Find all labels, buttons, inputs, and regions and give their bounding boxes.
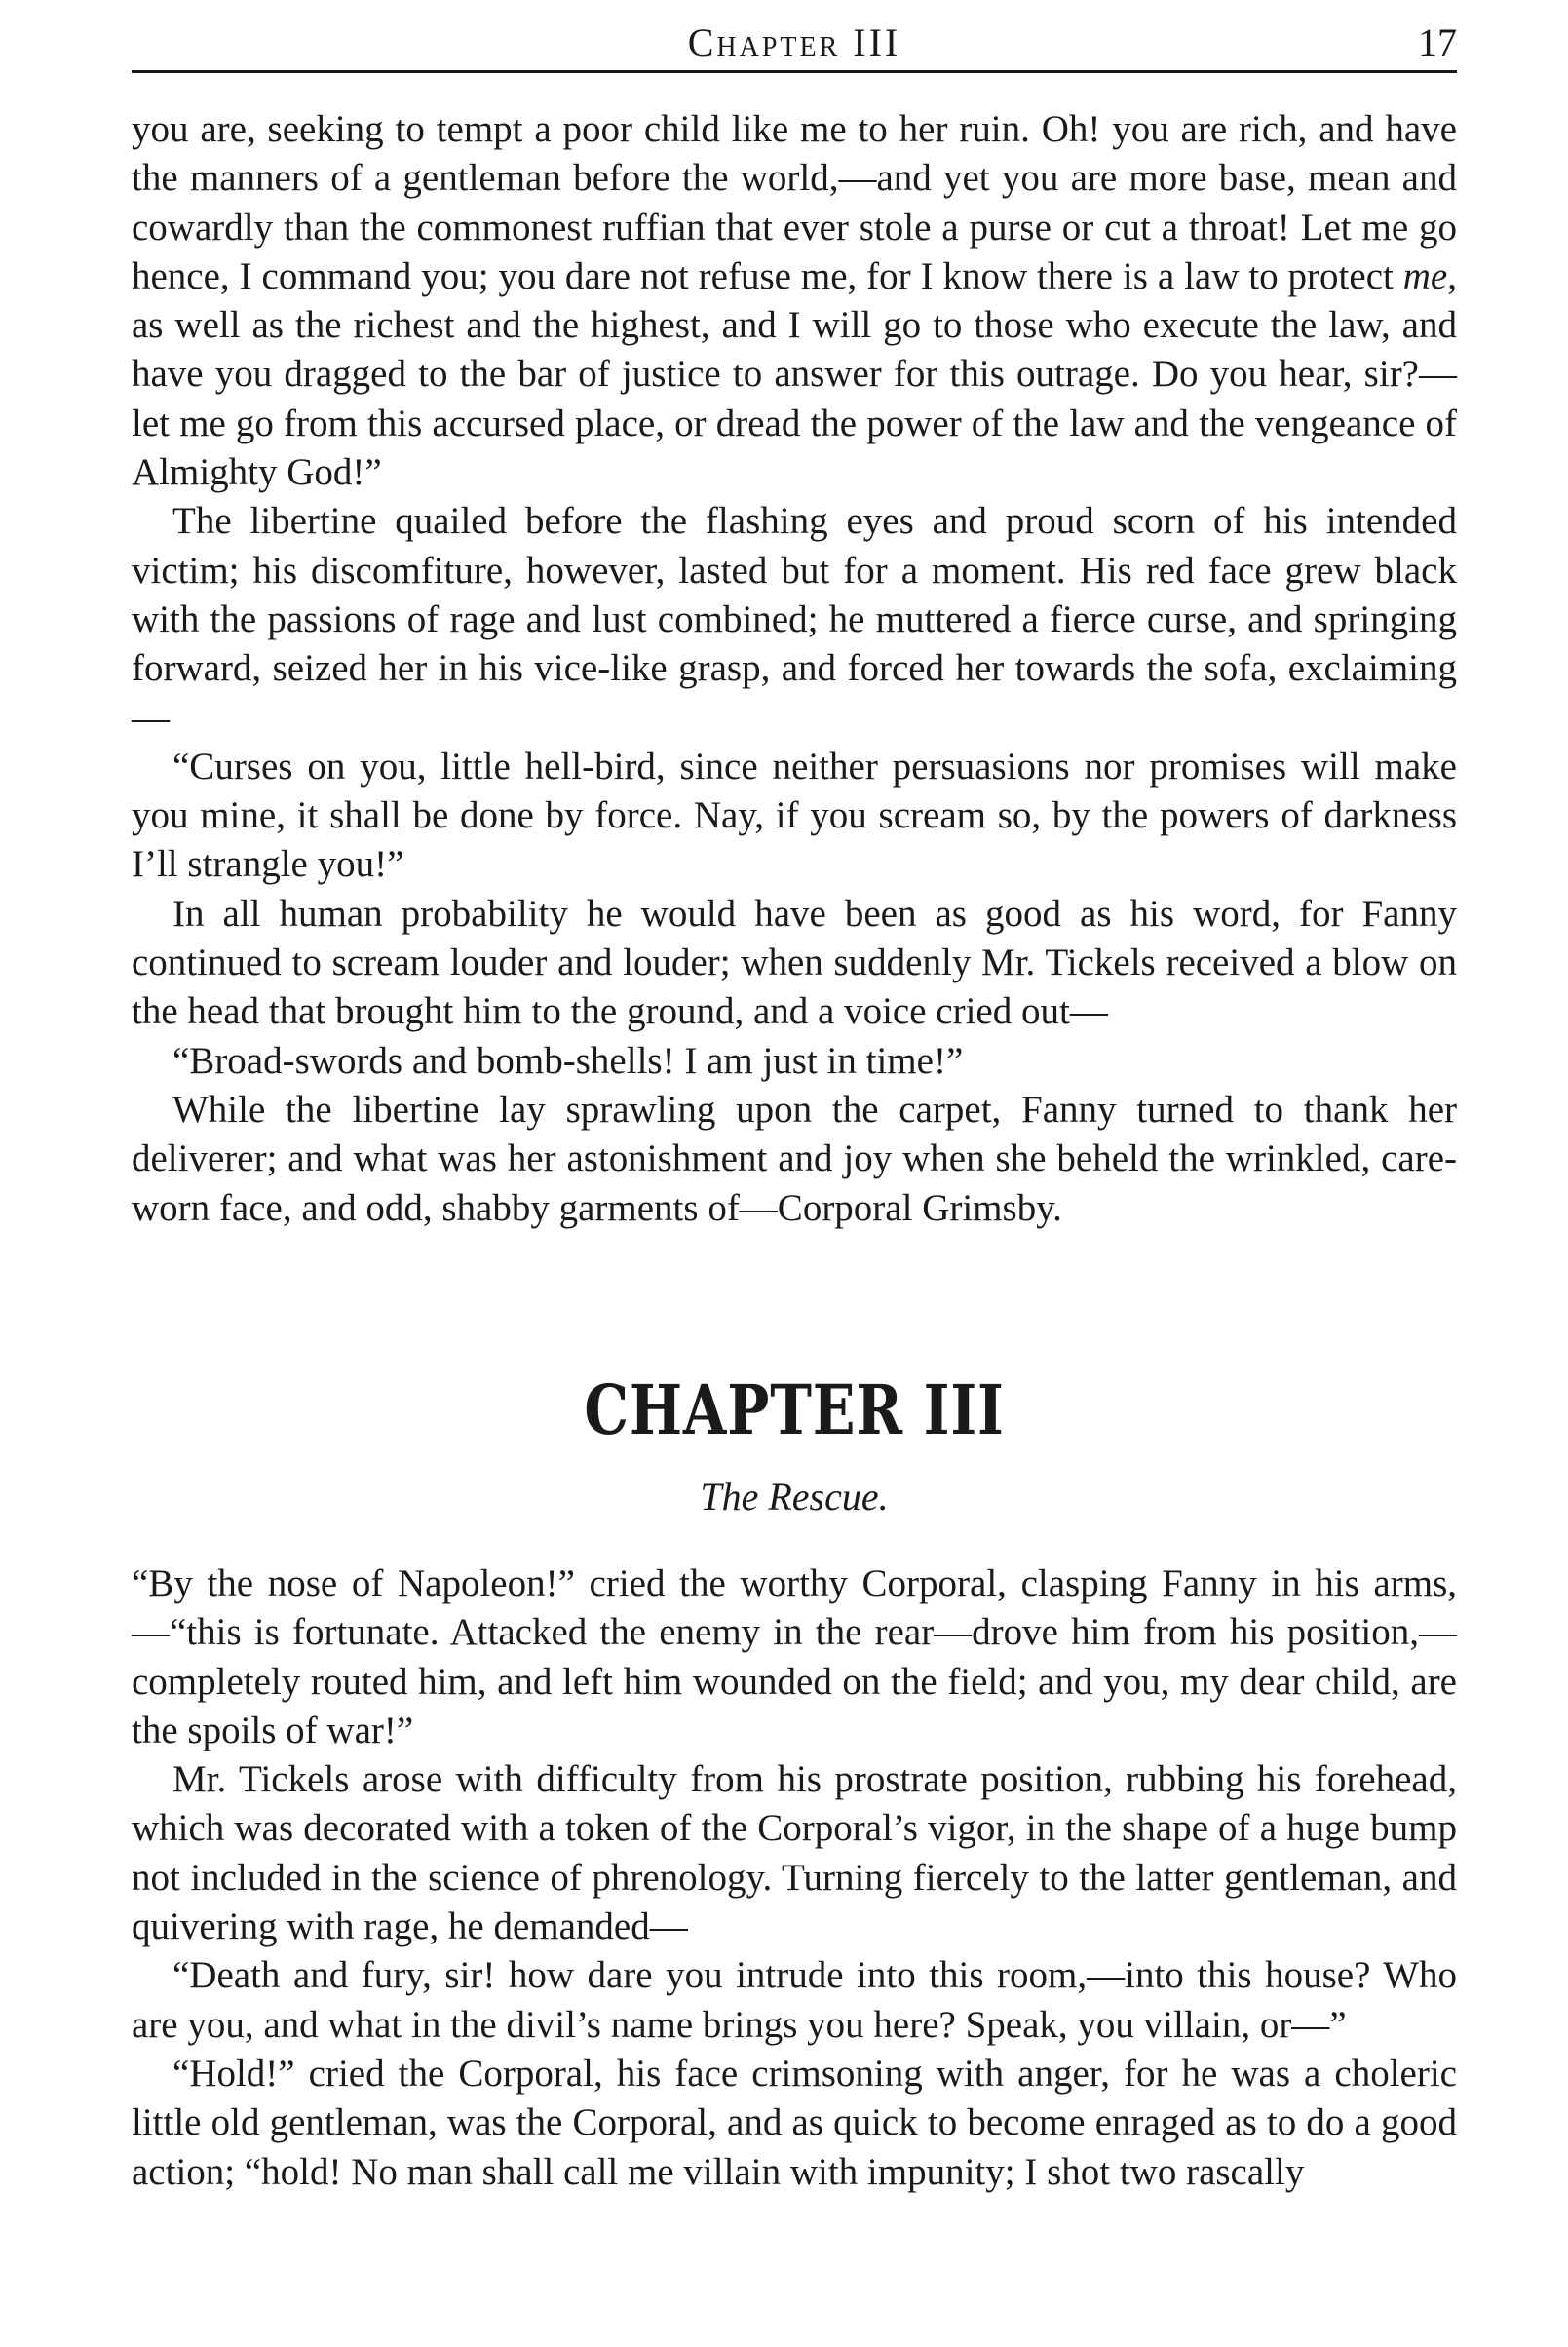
page-number: 17 [1418,20,1457,64]
paragraph-first: “By the nose of Napoleon!” cried the worthy Corporal, clasping Fanny in his arms,—“this is fortunate. Attacked the enemy in the rear—drove him from his position,—completely routed him, and left him wounded on the field; and you, my dear child, are the spoils of war!” [132,1562,1457,1751]
paragraph-continued [132,105,1457,497]
text-block-bottom [132,1559,1457,2197]
running-head [132,14,1457,72]
chapter-subtitle: The Rescue. [700,1475,889,1519]
paragraph: The libertine quailed before the flashing eyes and proud scorn of his intended victim; his discomfiture, however, lasted but for a moment. His red face grew black with the passions of rage and lust combined; he muttered a fierce curse, and springing forward, seized her in his vice-like grasp, and forced her towards the sofa, exclaiming— [132,500,1457,739]
text-block-top [132,105,1457,1233]
paragraph: While the libertine lay sprawling upon the carpet, Fanny turned to thank her deliverer; and what was her astonishment and joy when she beheld the wrinkled, care-worn face, and odd, shabby garments of—Corporal Grimsby. [132,1088,1457,1229]
paragraph: “Hold!” cried the Corporal, his face crimsoning with anger, for he was a choleric little old gentleman, was the Corporal, and as quick to become enraged as to do a good action; “hold! No man shall call me villain with impunity; I shot two rascally [132,2052,1457,2193]
paragraph-text: you are, seeking to tempt a poor child like me to her ruin. Oh! you are rich, and have the manners of a gentleman before the world,—and yet you are more base, mean and cowardly than the commonest ruffian that ever stole a purse or cut a throat! Let me go hence, I command you; you dare not refuse me, for I know there is a law to protect [132,108,1457,297]
paragraph: “Broad-swords and bomb-shells! I am just in time!” [172,1039,964,1082]
running-title: Chapter III [687,20,901,64]
emphasis-me: me [1402,254,1448,297]
paragraph-text: , as well as the richest and the highest, and I will go to those who execute the law, and have you dragged to the bar of justice to answer for this outrage. Do you hear, sir?—let me go from this accursed place, or dread the power of the law and the vengeance of Almighty God!” [132,254,1457,494]
header-rule [132,70,1457,73]
chapter-title-block [132,1369,1457,1521]
paragraph: “Curses on you, little hell-bird, since neither persuasions nor promises will make you mine, it shall be done by force. Nay, if you scream so, by the powers of darkness I’ll strangle you!” [132,745,1457,886]
paragraph: In all human probability he would have been as good as his word, for Fanny continued to scream louder and louder; when suddenly Mr. Tickels received a blow on the head that brought him to the ground, and a voice cried out— [132,892,1457,1033]
paragraph: “Death and fury, sir! how dare you intrude into this room,—into this house? Who are you, and what in the divil’s name brings you here? Speak, you villain, or—” [132,1954,1457,2046]
paragraph: Mr. Tickels arose with difficulty from his prostrate position, rubbing his forehead, which was decorated with a token of the Corporal’s vigor, in the shape of a huge bump not included in the science of phrenology. Turning fiercely to the latter gentleman, and quivering with rage, he demanded— [132,1758,1457,1948]
chapter-heading: CHAPTER III [584,1369,1005,1450]
